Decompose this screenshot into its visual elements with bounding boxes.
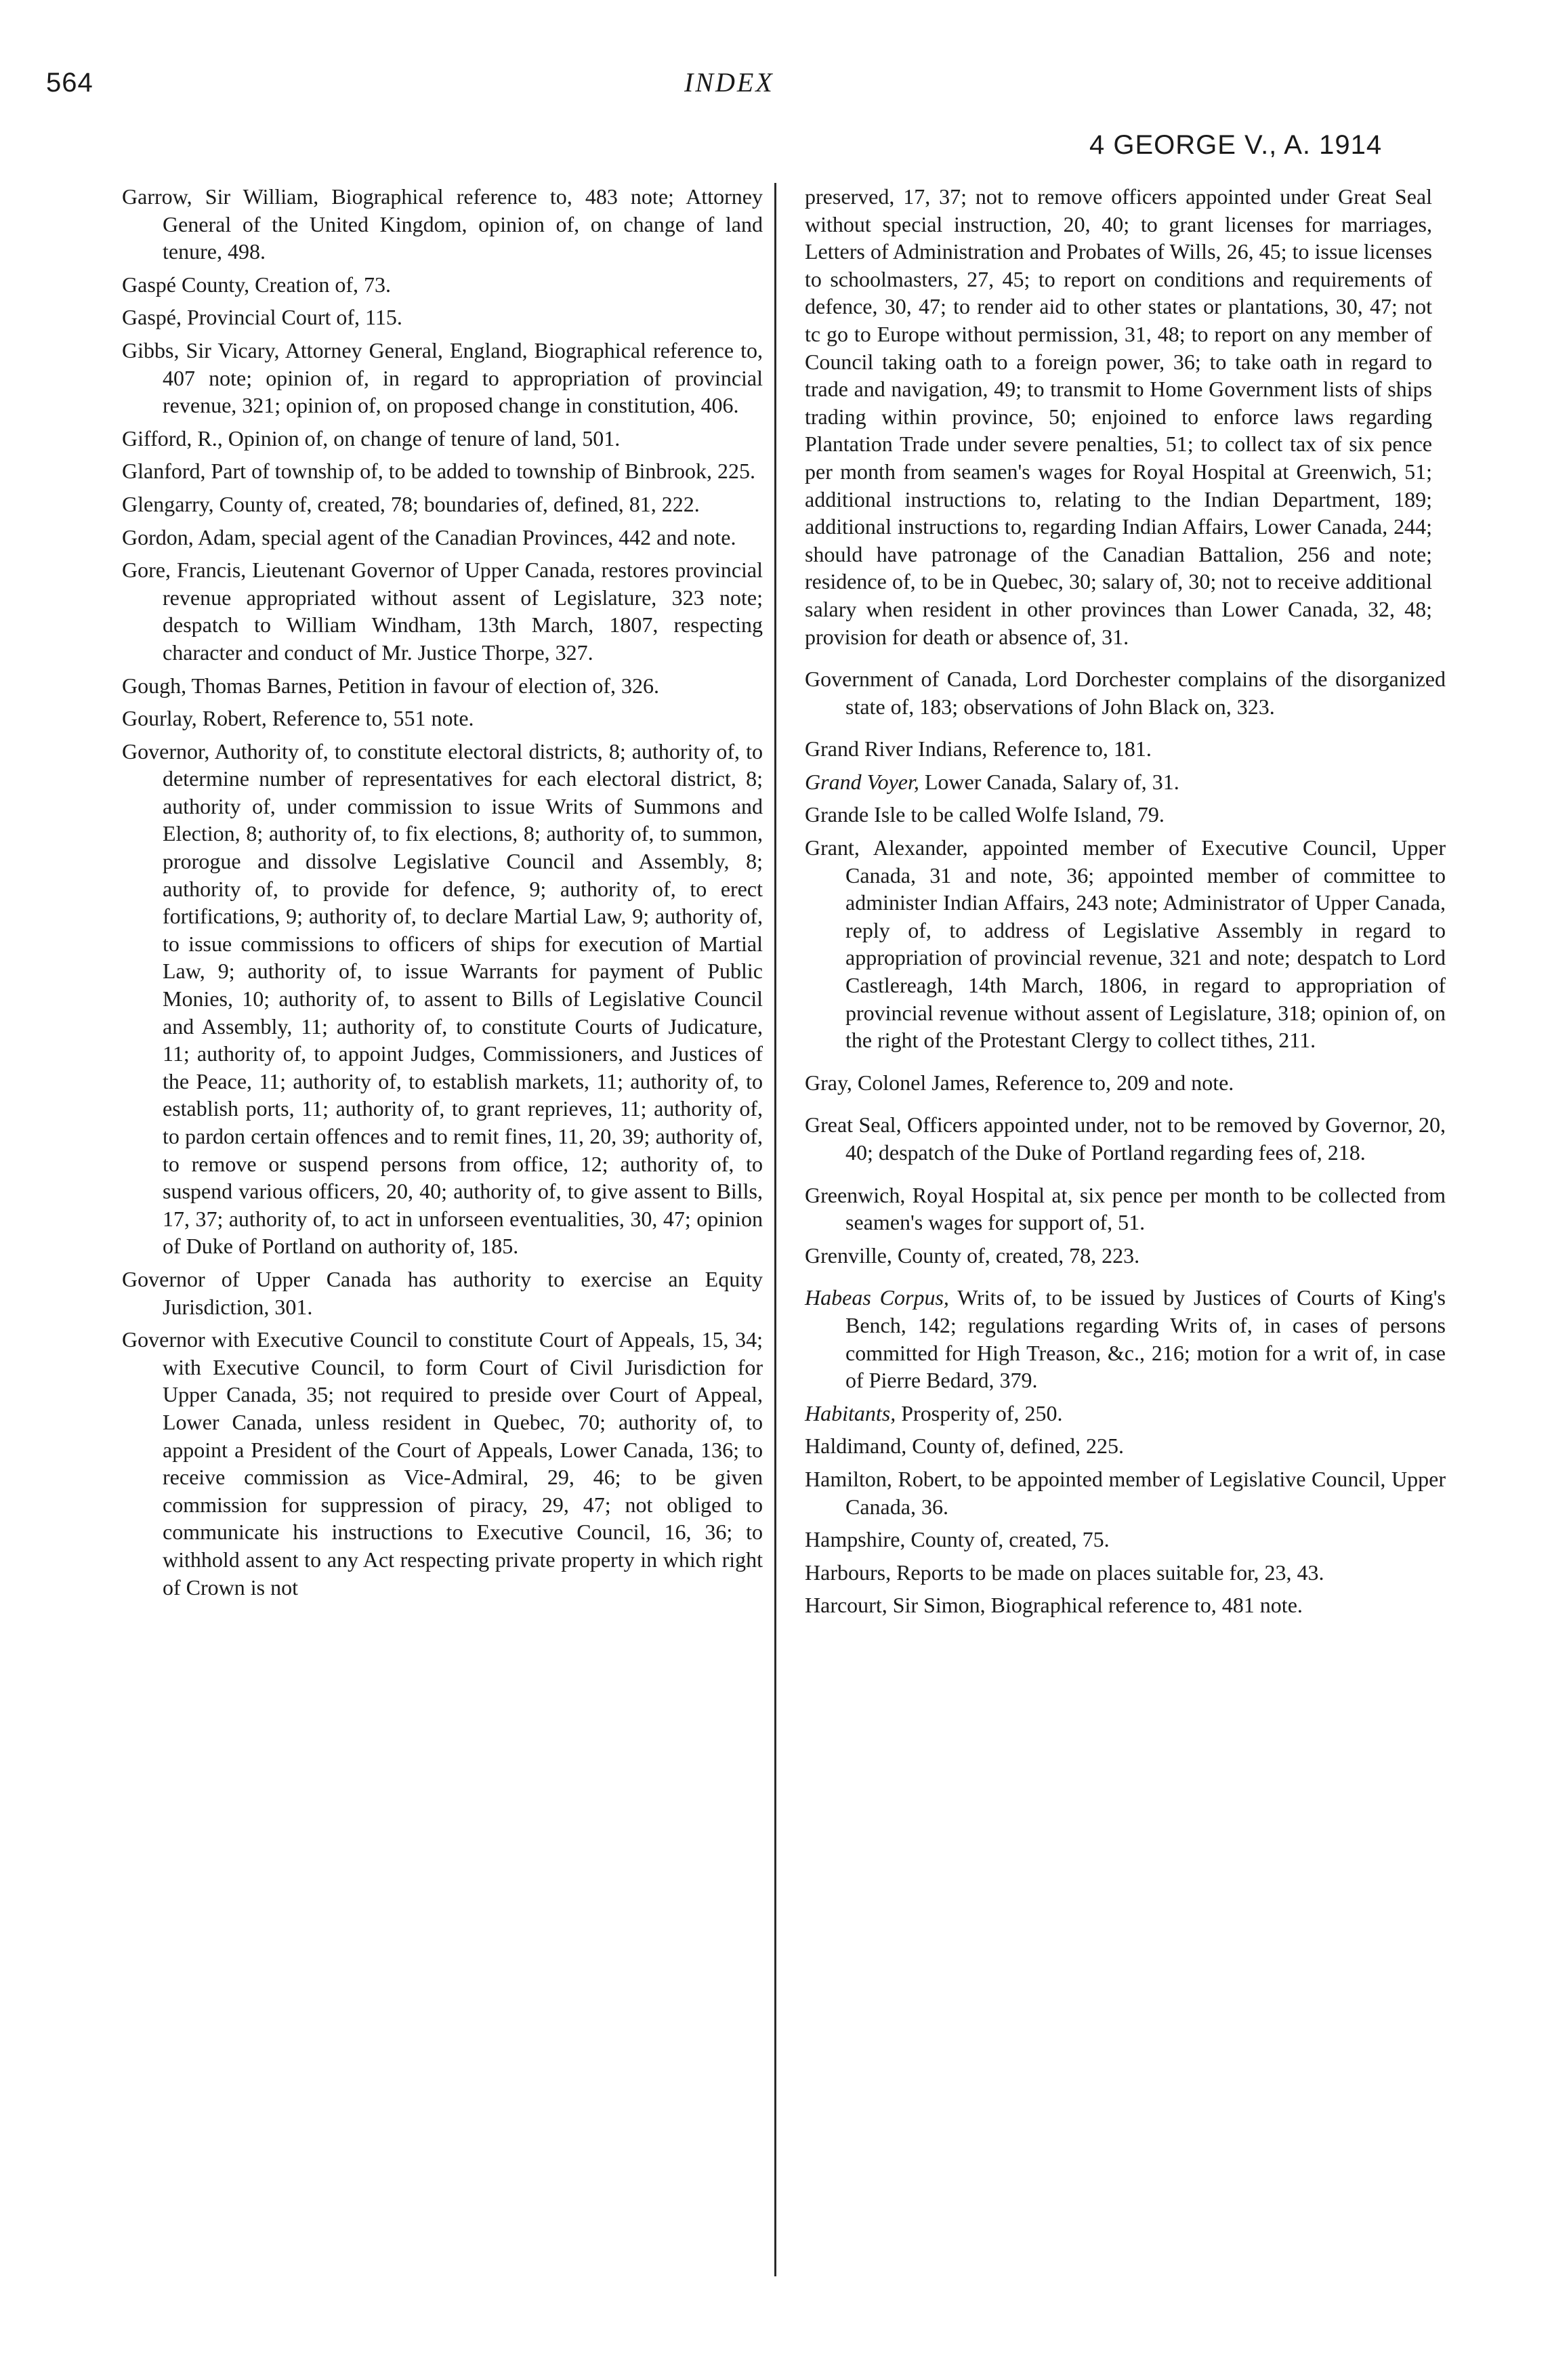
entry-text: Grant, Alexander, appointed member of Executive Council, Upper Canada, 31 and note, 36; appointed member of committee to administer Indian Affairs, 243 note; Administrator of Upper Canada, reply of, to address of Legislative Assembly in regard to appropriation of provincial revenue, 321 and note; despatch to Lord Castlereagh, 14th March, 1806, in regard to appropriation of provincial revenue without assent of Legislature, 318; opinion of, on the right of the Protestant Clergy to collect tithes, 211. bbox=[805, 835, 1446, 1053]
index-entry-grand-river bbox=[805, 735, 1446, 763]
index-entry-gordon: Gordon, Adam, special agent of the Canadian Provinces, 442 and note. bbox=[122, 524, 736, 549]
index-entry-greenwich bbox=[805, 1182, 1446, 1236]
index-entry-gourlay: Gourlay, Robert, Reference to, 551 note. bbox=[122, 706, 474, 731]
index-entry-grenville bbox=[805, 1242, 1446, 1270]
entry-text: Gray, Colonel James, Reference to, 209 and note. bbox=[805, 1070, 1234, 1095]
entry-head: Habitants, bbox=[805, 1400, 896, 1425]
right-column bbox=[805, 183, 1446, 1625]
index-entry-governor-authority: Governor, Authority of, to constitute electoral districts, 8; authority of, to determine number of representatives for each electoral district, 8; authority of, under commission to issue Writs of Summons and Election, 8; authority of, to fix elections, 8; authority of, to summon, prorogue and dissolve Legislative Council and Assembly, 8; authority of, to provide for defence, 9; authority of, to erect fortifications, 9; authority of, to declare Martial Law, 9; authority of, to issue commissions to officers of ships for execution of Martial Law, 9; authority of, to issue Warrants for payment of Public Monies, 10; authority of, to assent to Bills of Legislative Council and Assembly, 11; authority of, to constitute Courts of Judicature, 11; authority of, to appoint Judges, Commissioners, and Justices of the Peace, 11; authority of, to establish markets, 11; authority of, to establish ports, 11; authority of, to grant reprieves, 11; authority of, to pardon certain offences and to remit fines, 11, 20, 39; authority of, to remove or suspend persons from office, 12; authority of, to suspend various officers, 20, 40; authority of, to give assent to Bills, 17, 37; authority of, to act in unforseen eventualities, 30, 47; opinion of Duke of Portland on authority of, 185. bbox=[122, 738, 763, 1259]
left-column bbox=[122, 183, 763, 1606]
entry-text: Grand River Indians, Reference to, 181. bbox=[805, 736, 1152, 761]
entry-head: Grand Voyer, bbox=[805, 769, 919, 794]
index-entry-governor-continued: preserved, 17, 37; not to remove officers appointed under Great Seal without special instruction, 20, 40; to grant licenses for marriages, Letters of Administration and Probates of Wills, 26, 45; to issue licenses to schoolmasters, 27, 45; to report on conditions and requirements of defence, 30, 47; to render aid to other states or plantations, 30, 47; not tc go to Europe without permission, 31, 48; to report on any member of Council taking oath to a foreign power, 36; to take oath in regard to trade and navigation, 49; to transmit to Home Government lists of ships trading within province, 50; enjoined to enforce laws regarding Plantation Trade under severe penalties, 51; to collect tax of six pence per month from seamen's wages for Royal Hospital at Greenwich, 51; additional instructions to, relating to the Indian Department, 189; additional instructions to, regarding Indian Affairs, Lower Canada, 244; should have patronage of the Canadian Battalion, 256 and note; residence of, to be in Quebec, 30; salary of, 30; not to receive additional salary when resident in other provinces than Lower Canada, 32, 48; provision for death or absence of, 31. bbox=[805, 184, 1432, 649]
index-entry-glanford: Glanford, Part of township of, to be added to township of Binbrook, 225. bbox=[122, 459, 755, 484]
entry-text: Writs of, to be issued by Justices of Courts of King's Bench, 142; regulations regarding Writs of, in cases of persons committed for High Treason, &c., 216; motion for a writ of, in case of Pierre Bedard, 379. bbox=[845, 1285, 1446, 1393]
index-entry-gifford: Gifford, R., Opinion of, on change of tenure of land, 501. bbox=[122, 425, 621, 451]
index-entry-garrow: Garrow, Sir William, Biographical reference to, 483 note; Attorney General of the United Kingdom, opinion of, on change of land tenure, 498. bbox=[122, 184, 763, 264]
index-entry-grant bbox=[805, 834, 1446, 1054]
index-entry-grande-isle bbox=[805, 801, 1446, 829]
entry-text: Great Seal, Officers appointed under, not to be removed by Governor, 20, 40; despatch of the Duke of Portland regarding fees of, 218. bbox=[805, 1112, 1446, 1165]
index-entry-gore: Gore, Francis, Lieutenant Governor of Upper Canada, restores provincial revenue appropriated without assent of Legislature, 323 note; despatch to William Windham, 13th March, 1807, respecting character and conduct of Mr. Justice Thorpe, 327. bbox=[122, 558, 763, 665]
index-entry-gaspe-county: Gaspé County, Creation of, 73. bbox=[122, 272, 391, 297]
entry-text: Prosperity of, 250. bbox=[896, 1400, 1063, 1425]
running-title: INDEX bbox=[684, 67, 774, 98]
index-entry-gray bbox=[805, 1069, 1446, 1097]
column-divider bbox=[774, 183, 776, 2276]
index-entry-gough: Gough, Thomas Barnes, Petition in favour of election of, 326. bbox=[122, 673, 660, 698]
index-entry-habitants bbox=[805, 1400, 1446, 1427]
index-entry-glengarry: Glengarry, County of, created, 78; boundaries of, defined, 81, 222. bbox=[122, 491, 700, 516]
index-entry-governor-upper-canada: Governor of Upper Canada has authority to exercise an Equity Jurisdiction, 301. bbox=[122, 1266, 763, 1319]
entry-text: Harcourt, Sir Simon, Biographical reference to, 481 note. bbox=[805, 1593, 1303, 1618]
index-entry-gibbs: Gibbs, Sir Vicary, Attorney General, England, Biographical reference to, 407 note; opinion of, in regard to appropriation of provincial revenue, 321; opinion of, on proposed change in constitution, 406. bbox=[122, 337, 763, 418]
index-entry-grand-voyer bbox=[805, 768, 1446, 796]
index-entry-harcourt bbox=[805, 1591, 1446, 1619]
entry-text: Grande Isle to be called Wolfe Island, 79. bbox=[805, 802, 1165, 827]
index-entry-harbours bbox=[805, 1559, 1446, 1587]
index-entry-great-seal bbox=[805, 1111, 1446, 1166]
entry-text: Hamilton, Robert, to be appointed member of Legislative Council, Upper Canada, 36. bbox=[805, 1466, 1446, 1519]
index-entry-habeas-corpus bbox=[805, 1284, 1446, 1394]
index-entry-government-canada bbox=[805, 665, 1446, 720]
index-entry-haldimand bbox=[805, 1432, 1446, 1460]
entry-text: Government of Canada, Lord Dorchester complains of the disorganized state of, 183; observations of John Black on, 323. bbox=[805, 667, 1446, 719]
entry-text: Haldimand, County of, defined, 225. bbox=[805, 1434, 1125, 1459]
entry-head: Habeas Corpus, bbox=[805, 1285, 949, 1310]
index-entry-hamilton bbox=[805, 1465, 1446, 1520]
entry-text: Harbours, Reports to be made on places suitable for, 23, 43. bbox=[805, 1560, 1324, 1585]
index-entry-hampshire bbox=[805, 1526, 1446, 1553]
entry-text: Grenville, County of, created, 78, 223. bbox=[805, 1243, 1140, 1268]
index-entry-governor-executive-council: Governor with Executive Council to constitute Court of Appeals, 15, 34; with Executive Council, to form Court of Civil Jurisdiction for Upper Canada, 35; not required to preside over Court of Appeal, Lower Canada, unless resident in Quebec, 70; authority of, to appoint a President of the Court of Appeals, Lower Canada, 136; to receive commission as Vice-Admiral, 29, 46; to be given commission for suppression of piracy, 29, 47; not obliged to communicate his instructions to Executive Council, 16, 36; to withhold assent to any Act respecting private property in which right of Crown is not bbox=[122, 1327, 763, 1600]
session-label: 4 GEORGE V., A. 1914 bbox=[1089, 130, 1383, 160]
page-number: 564 bbox=[46, 68, 93, 98]
entry-text: Hampshire, County of, created, 75. bbox=[805, 1527, 1110, 1552]
index-entry-gaspe-court: Gaspé, Provincial Court of, 115. bbox=[122, 305, 402, 330]
entry-text: Lower Canada, Salary of, 31. bbox=[919, 769, 1179, 794]
entry-text: Greenwich, Royal Hospital at, six pence per month to be collected from seamen's wages for support of, 51. bbox=[805, 1182, 1446, 1235]
